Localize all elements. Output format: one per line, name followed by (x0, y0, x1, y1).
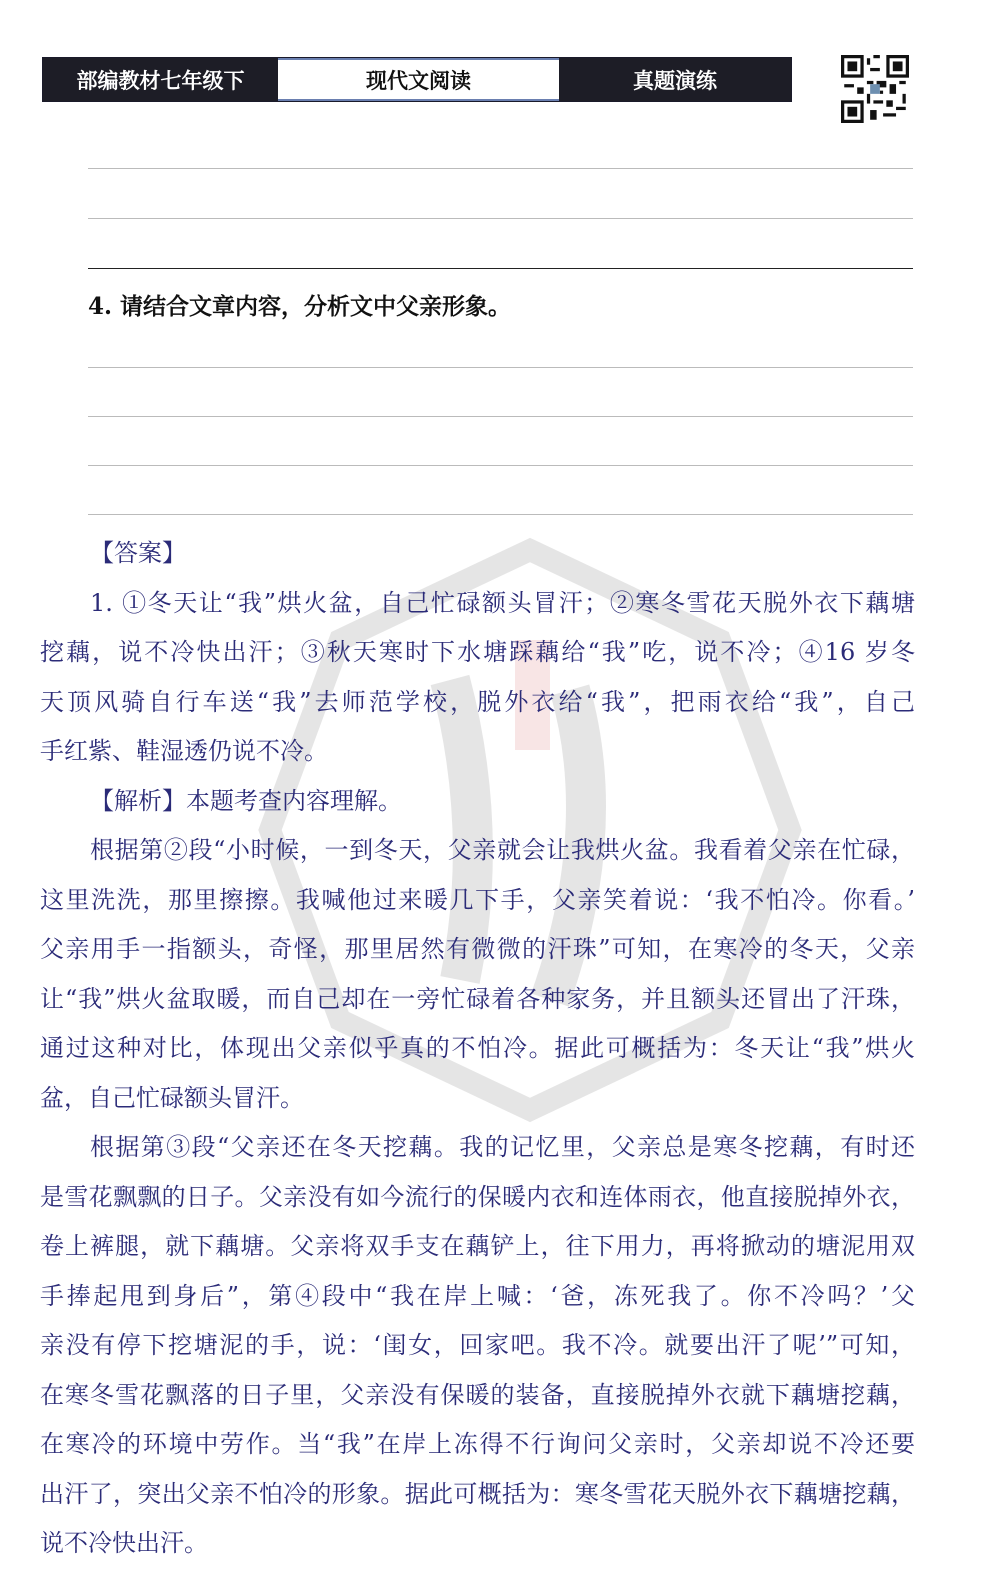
answer-line (88, 168, 913, 169)
answer-text-line: 天顶风骑自行车送“我”去师范学校，脱外衣给“我”，把雨衣给“我”，自己 (40, 687, 915, 716)
answer-text-line: 手红紫、鞋湿透仍说不冷。 (40, 737, 328, 765)
answer-text-line: 1. ①冬天让“我”烘火盆，自己忙碌额头冒汗；②寒冬雪花天脱外衣下藕塘 (90, 588, 915, 617)
answer-text-line: 在寒冬雪花飘落的日子里，父亲没有保暖的装备，直接脱掉外衣就下藕塘挖藕， (40, 1380, 915, 1409)
answer-text-line: 挖藕，说不冷快出汗；③秋天寒时下水塘踩藕给“我”吃，说不冷；④16 岁冬 (40, 638, 915, 666)
qr-code-icon (840, 55, 910, 123)
header-bar (42, 57, 792, 102)
answer-text-line: 盆，自己忙碌额头冒汗。 (40, 1083, 304, 1112)
answer-text-line: 这里洗洗，那里擦擦。我喊他过来暖几下手，父亲笑着说：‘我不怕冷。你看。’ (40, 885, 915, 914)
answer-text-line: 父亲用手一指额头，奇怪，那里居然有微微的汗珠”可知，在寒冷的冬天，父亲 (40, 935, 915, 963)
answer-heading: 【答案】 (90, 539, 186, 567)
answer-text-line: 在寒冷的环境中劳作。当“我”在岸上冻得不行询问父亲时，父亲却说不冷还要 (40, 1430, 915, 1458)
answer-line (88, 465, 913, 466)
answer-line (88, 416, 913, 417)
answer-text-line: 说不冷快出汗。 (40, 1529, 208, 1557)
answer-text-line: 通过这种对比，体现出父亲似乎真的不怕冷。据此可概括为：冬天让“我”烘火 (40, 1034, 915, 1062)
answer-text-line: 根据第③段“父亲还在冬天挖藕。我的记忆里，父亲总是寒冬挖藕，有时还 (90, 1133, 915, 1161)
answer-text-line: 让“我”烘火盆取暖，而自己却在一旁忙碌着各种家务，并且额头还冒出了汗珠， (40, 984, 915, 1013)
answer-text-line: 手捧起甩到身后”，第④段中“我在岸上喊：‘爸，冻死我了。你不冷吗？’父 (40, 1281, 915, 1310)
answer-text-line: 出汗了，突出父亲不怕冷的形象。据此可概括为：寒冬雪花天脱外衣下藕塘挖藕， (40, 1479, 915, 1508)
answer-text-line: 亲没有停下挖塘泥的手，说：‘闺女，回家吧。我不冷。就要出汗了呢’”可知， (40, 1331, 915, 1359)
answer-text-line: 卷上裤腿，就下藕塘。父亲将双手支在藕铲上，往下用力，再将掀动的塘泥用双 (40, 1232, 915, 1260)
question-4: 4. 请结合文章内容，分析文中父亲形象。 (88, 293, 512, 320)
header-grade-label: 部编教材七年级下 (43, 58, 278, 101)
header-section-label: 现代文阅读 (278, 58, 559, 101)
answer-line (88, 268, 913, 269)
answer-text-line: 是雪花飘飘的日子。父亲没有如今流行的保暖内衣和连体雨衣，他直接脱掉外衣， (40, 1182, 915, 1211)
answer-line (88, 218, 913, 219)
answer-text-line: 根据第②段“小时候，一到冬天，父亲就会让我烘火盆。我看着父亲在忙碌， (90, 836, 915, 864)
analysis-heading: 【解析】本题考查内容理解。 (90, 786, 402, 815)
header-practice-label: 真题演练 (559, 58, 791, 101)
answer-line (88, 514, 913, 515)
answer-line (88, 367, 913, 368)
